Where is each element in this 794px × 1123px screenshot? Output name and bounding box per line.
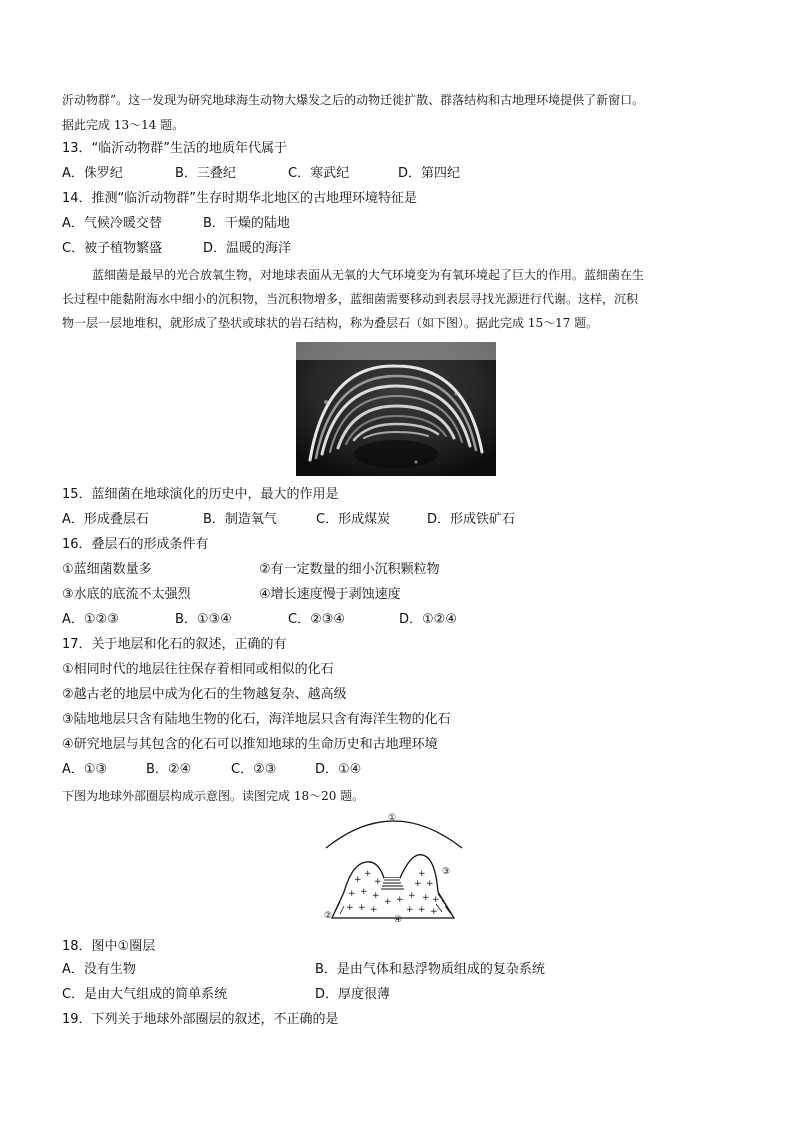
intro-line-2: 据此完成 13～14 题。	[62, 118, 185, 132]
svg-text:+: +	[426, 879, 434, 889]
q16-option-a: A．①②③	[62, 612, 119, 627]
svg-text:+: +	[374, 877, 382, 887]
question-16-stem: 16．叠层石的形成条件有	[62, 537, 209, 552]
svg-text:+: +	[406, 905, 414, 915]
question-17-stem: 17．关于地层和化石的叙述，正确的有	[62, 637, 287, 652]
svg-text:+: +	[354, 875, 362, 885]
intro-line-1: 沂动物群”。这一发现为研究地球海生动物大爆发之后的动物迁徙扩散、群落结构和古地理环境提供了新窗口。	[62, 93, 645, 107]
earth-spheres-diagram	[318, 806, 468, 932]
q17-option-c: C．②③	[231, 762, 277, 777]
q14-option-a: A．气候冷暖交替	[62, 216, 162, 231]
q17-option-a: A．①③	[62, 762, 108, 777]
q18-option-d: D．厚度很薄	[315, 987, 391, 1002]
q13-option-d: D．第四纪	[398, 166, 461, 181]
svg-text:+: +	[360, 887, 368, 897]
q16-option-c: C．②③④	[288, 612, 346, 627]
question-19-stem: 19．下列关于地球外部圈层的叙述，不正确的是	[62, 1012, 339, 1027]
passage-2-line-2: 长过程中能黏附海水中细小的沉积物，当沉积物增多，蓝细菌需要移动到表层寻找光源进行代谢。这样，沉积	[62, 292, 639, 306]
q17-item-2: ②越古老的地层中成为化石的生物越复杂、越高级	[62, 687, 347, 702]
svg-text:+: +	[346, 903, 354, 913]
svg-text:+: +	[384, 897, 392, 907]
q15-option-a: A．形成叠层石	[62, 512, 149, 527]
svg-text:+: +	[432, 895, 440, 905]
svg-text:+: +	[370, 905, 378, 915]
passage-3: 下图为地球外部圈层构成示意图。读图完成 18～20 题。	[62, 789, 365, 803]
svg-text:+: +	[364, 869, 372, 879]
q13-option-b: B．三叠纪	[175, 166, 236, 181]
q18-option-a: A．没有生物	[62, 962, 136, 977]
q14-option-d: D．温暖的海洋	[203, 241, 292, 256]
q17-option-d: D．①④	[315, 762, 362, 777]
atmosphere-arc	[326, 821, 462, 848]
label-4: ④	[394, 915, 403, 925]
svg-text:+: +	[358, 903, 366, 913]
svg-text:+: +	[372, 891, 380, 901]
svg-text:+: +	[348, 889, 356, 899]
question-13-stem: 13．“临沂动物群”生活的地质年代属于	[62, 141, 288, 156]
svg-text:+: +	[418, 869, 426, 879]
label-2: ②	[324, 911, 333, 921]
q17-item-1: ①相同时代的地层往往保存着相同或相似的化石	[62, 662, 334, 677]
label-1: ①	[388, 813, 397, 823]
q14-option-c: C．被子植物繁盛	[62, 241, 163, 256]
label-3: ③	[442, 867, 451, 877]
q16-option-d: D．①②④	[399, 612, 457, 627]
q17-option-b: B．②④	[146, 762, 192, 777]
q15-option-c: C．形成煤炭	[316, 512, 391, 527]
q15-option-d: D．形成铁矿石	[427, 512, 516, 527]
q16-item-2: ②有一定数量的细小沉积颗粒物	[259, 562, 440, 577]
svg-text:+: +	[414, 879, 422, 889]
q14-option-b: B．干燥的陆地	[203, 216, 290, 231]
stromatolite-photo	[296, 342, 496, 476]
question-18-stem: 18．图中①圈层	[62, 939, 156, 954]
q18-option-b: B．是由气体和悬浮物质组成的复杂系统	[315, 962, 545, 977]
svg-text:+: +	[396, 895, 404, 905]
question-14-stem: 14．推测“临沂动物群”生存时期华北地区的古地理环境特征是	[62, 191, 418, 206]
passage-2-line-1: 蓝细菌是最早的光合放氧生物，对地球表面从无氧的大气环境变为有氧环境起了巨大的作用。蓝细菌在生	[92, 268, 645, 282]
q13-option-a: A．侏罗纪	[62, 166, 123, 181]
q16-option-b: B．①③④	[175, 612, 232, 627]
q18-option-c: C．是由大气组成的简单系统	[62, 987, 228, 1002]
q17-item-4: ④研究地层与其包含的化石可以推知地球的生命历史和古地理环境	[62, 737, 438, 752]
q13-option-c: C．寒武纪	[288, 166, 350, 181]
svg-text:+: +	[430, 907, 438, 917]
question-15-stem: 15．蓝细菌在地球演化的历史中，最大的作用是	[62, 487, 339, 502]
svg-text:+: +	[418, 905, 426, 915]
q17-item-3: ③陆地地层只含有陆地生物的化石，海洋地层只含有海洋生物的化石	[62, 712, 451, 727]
svg-text:+: +	[422, 893, 430, 903]
q16-item-4: ④增长速度慢于剥蚀速度	[259, 587, 401, 602]
q16-item-3: ③水底的底流不太强烈	[62, 587, 191, 602]
q15-option-b: B．制造氧气	[203, 512, 277, 527]
passage-2-line-3: 物一层一层地堆积，就形成了垫状或球状的岩石结构，称为叠层石（如下图）。据此完成 15～17 题。	[62, 316, 599, 330]
svg-text:+: +	[408, 891, 416, 901]
q16-item-1: ①蓝细菌数量多	[62, 562, 152, 577]
